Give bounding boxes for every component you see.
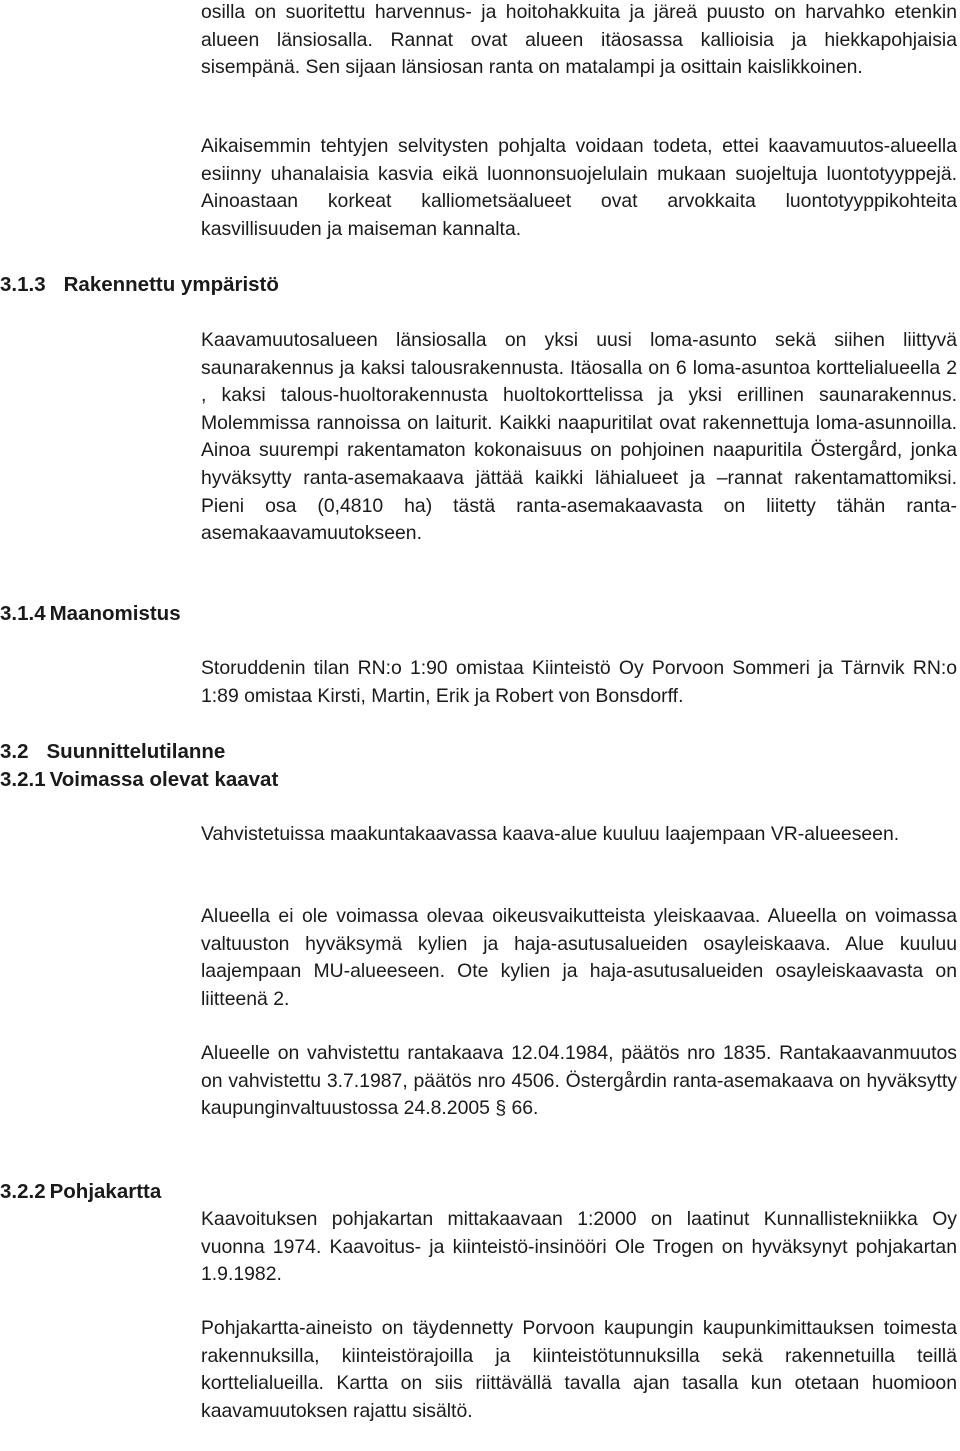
- paragraph-master-plan: Alueella ei ole voimassa olevaa oikeusvaikutteista yleiskaavaa. Alueella on voimassa valtuuston hyväksymä kylien ja haja-asutusalueiden osayleiskaava. Alue kuuluu laajempaan MU-alueeseen. Ote kylien ja haja-asutusalueiden osayleiskaavasta on liitteenä 2.: [201, 905, 957, 1010]
- heading-3-1-4: [0, 600, 181, 627]
- heading-number: 3.2.2: [0, 1180, 46, 1203]
- heading-number: 3.1.4: [0, 602, 46, 625]
- heading-3-2-2: [0, 1178, 161, 1205]
- heading-number: 3.2.1: [0, 768, 46, 791]
- paragraph-base-map-update: Pohjakartta-aineisto on täydennetty Porvoon kaupungin kaupunkimittauksen toimesta rakennuksilla, kiinteistörajoilla ja kiinteistötunnuksilla sekä rakennetuilla teillä korttelialueilla. Kartta on siis riittävällä tavalla ajan tasalla kun otetaan huomioon kaavamuutoksen rajattu sisältö.: [201, 1317, 957, 1422]
- heading-title: Voimassa olevat kaavat: [49, 768, 279, 791]
- paragraph-shore-plan: Alueelle on vahvistettu rantakaava 12.04.1984, päätös nro 1835. Rantakaavanmuutos on vahvistettu 3.7.1987, päätös nro 4506. Östergårdin ranta-asemakaava on hyväksytty kaupunginvaltuustossa 24.8.2005 § 66.: [201, 1042, 957, 1120]
- heading-3-2: [0, 738, 225, 765]
- paragraph-base-map: Kaavoituksen pohjakartan mittakaavaan 1:2000 on laatinut Kunnallistekniikka Oy vuonna 1974. Kaavoitus- ja kiinteistö-insinööri Ole Trogen on hyväksynyt pohjakartan 1.9.1982.: [201, 1208, 957, 1286]
- heading-3-1-3: [0, 271, 279, 298]
- heading-title: Pohjakartta: [49, 1180, 162, 1203]
- heading-title: Maanomistus: [49, 602, 181, 625]
- heading-title: Suunnittelutilanne: [46, 740, 226, 763]
- heading-title: Rakennettu ympäristö: [63, 273, 279, 296]
- paragraph-regional-plan: Vahvistetuissa maakuntakaavassa kaava-alue kuuluu laajempaan VR-alueeseen.: [201, 823, 900, 845]
- paragraph-built-environment: Kaavamuutosalueen länsiosalla on yksi uusi loma-asunto sekä siihen liittyvä saunarakennus ja kaksi talousrakennusta. Itäosalla on 6 loma-asuntoa korttelialueella 2 , kaksi talous-huoltorakennusta huoltokorttelissa ja yksi erillinen saunarakennus. Molemmissa rannoissa on laiturit. Kaikki naapuritilat ovat rakennettuja loma-asunnoilla. Ainoa suurempi rakentamaton kokonaisuus on pohjoinen naapuritila Östergård, jonka hyväksytty ranta-asemakaava jättää kaikki lähialueet ja –rannat rakentamattomiksi. Pieni osa (0,4810 ha) tästä ranta-asemakaavasta on liitetty tähän ranta-asemakaavamuutokseen.: [201, 329, 957, 545]
- heading-3-2-1: [0, 766, 278, 793]
- paragraph-land-ownership: Storuddenin tilan RN:o 1:90 omistaa Kiinteistö Oy Porvoon Sommeri ja Tärnvik RN:o 1:89 omistaa Kirsti, Martin, Erik ja Robert von Bonsdorff.: [201, 657, 957, 707]
- paragraph-vegetation-continued: osilla on suoritettu harvennus- ja hoitohakkuita ja järeä puusto on harvahko etenkin alueen länsiosalla. Rannat ovat alueen itäosassa kallioisia ja hiekkapohjaisia sisempänä. Sen sijaan länsiosan ranta on matalampi ja osittain kaislikkoinen.: [201, 1, 957, 79]
- heading-number: 3.2: [0, 740, 29, 763]
- paragraph-nature-survey: Aikaisemmin tehtyjen selvitysten pohjalta voidaan todeta, ettei kaavamuutos-alueella esiinny uhanalaisia kasvia eikä luonnonsuojelulain mukaan suojeltuja luontotyyppejä. Ainoastaan korkeat kalliometsäalueet ovat arvokkaita luontotyyppikohteita kasvillisuuden ja maiseman kannalta.: [201, 135, 957, 240]
- heading-number: 3.1.3: [0, 273, 46, 296]
